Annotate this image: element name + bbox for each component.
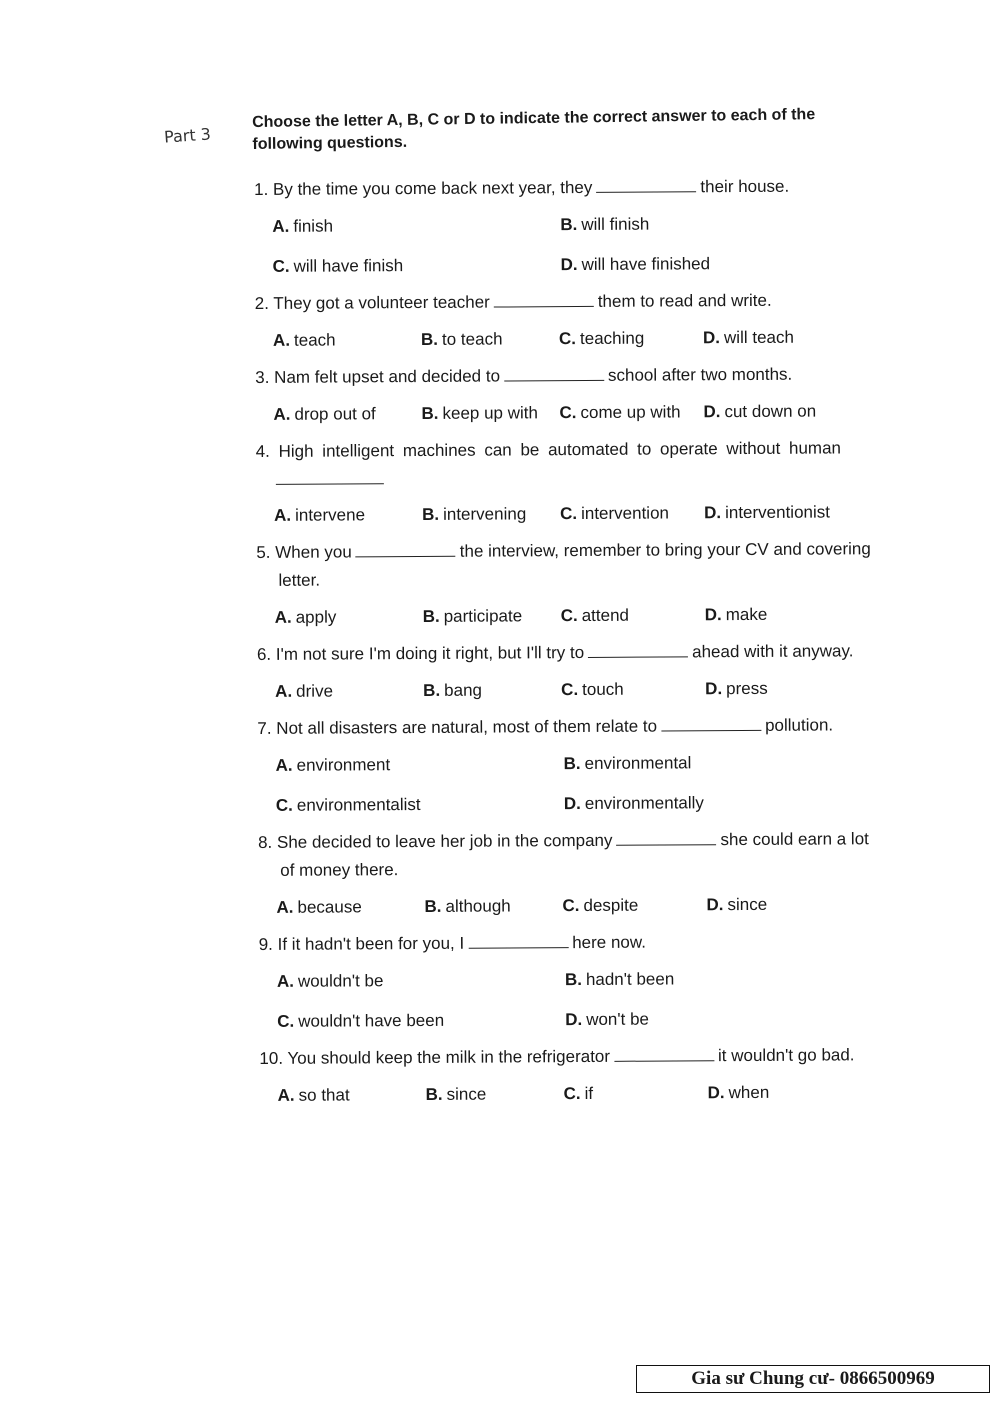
option-d: D. make (704, 604, 768, 625)
option-c: C. if (563, 1083, 594, 1104)
option-c: C. wouldn't have been (277, 1010, 445, 1031)
answer-blank (588, 638, 688, 658)
option-list (276, 749, 918, 819)
answer-blank (356, 538, 456, 558)
option-b: B. intervening (422, 504, 527, 524)
option-a: A. so that (277, 1085, 350, 1105)
question-text-after: them to read and write. (597, 290, 772, 311)
option-d: D. interventionist (704, 502, 831, 523)
question-text-after: the interview, remember to bring your CV and covering (459, 539, 871, 561)
question-1 (254, 172, 915, 280)
option-a: A. finish (272, 216, 334, 236)
option-d: D. will teach (702, 327, 794, 348)
answer-blank (504, 362, 604, 382)
question-text: 2. They got a volunteer teacher (254, 292, 490, 313)
option-a: A. wouldn't be (276, 971, 384, 991)
option-c: C. teaching (558, 328, 645, 349)
option-b: B. to teach (420, 329, 503, 349)
question-text: 3. Nam felt upset and decided to (255, 366, 501, 387)
option-a: A. teach (272, 330, 336, 350)
option-a: A. drive (275, 681, 334, 701)
question-continuation: of money there. (280, 860, 399, 880)
option-c: C. attend (560, 605, 630, 626)
question-text: 6. I'm not sure I'm doing it right, but I'll try to (256, 642, 585, 664)
question-7 (257, 711, 918, 819)
option-b: B. hadn't been (564, 969, 675, 990)
question-text: 4. High intelligent machines can be automated to operate without human (255, 438, 842, 461)
option-c: C. will have finish (272, 256, 404, 276)
question-text-after: she could earn a lot (720, 829, 869, 850)
question-text-after: pollution. (764, 715, 834, 735)
footer-watermark: Gia sư Chung cư- 0866500969 (636, 1365, 990, 1393)
option-d: D. will have finished (560, 254, 711, 275)
option-a: A. apply (274, 607, 337, 627)
option-b: B. although (424, 896, 511, 916)
question-continuation: letter. (278, 570, 321, 590)
question-text-after: it wouldn't go bad. (717, 1045, 855, 1066)
option-list (277, 965, 919, 1035)
option-c: C. despite (562, 895, 639, 916)
answer-blank (661, 712, 761, 732)
question-text-after: their house. (700, 176, 790, 197)
part-label: Part 3 (163, 124, 212, 147)
option-list (272, 210, 914, 280)
question-6 (257, 637, 917, 705)
option-c: C. touch (561, 679, 624, 700)
option-a: A. intervene (274, 505, 366, 525)
option-c: C. intervention (560, 503, 670, 524)
question-3 (255, 360, 915, 428)
instructions: Choose the letter A, B, C or D to indicate the correct answer to each of the following questions. (252, 106, 816, 153)
option-a: A. environment (275, 755, 391, 775)
option-d: D. environmentally (563, 793, 704, 814)
option-b: B. will finish (560, 214, 650, 235)
option-d: D. since (706, 894, 768, 915)
answer-blank (614, 1042, 714, 1062)
option-list (275, 675, 917, 705)
option-d: D. won't be (565, 1009, 650, 1030)
answer-blank (468, 929, 568, 949)
option-list (273, 398, 915, 428)
option-d: D. press (705, 678, 768, 699)
answer-blank (596, 173, 696, 193)
option-b: B. environmental (563, 753, 692, 774)
question-text: 10. You should keep the milk in the refrigerator (259, 1046, 611, 1068)
option-b: B. bang (423, 680, 483, 700)
option-b: B. participate (422, 606, 523, 626)
answer-blank (616, 826, 716, 846)
option-list (275, 601, 917, 631)
answer-blank (494, 288, 594, 308)
question-text-after: ahead with it anyway. (692, 641, 854, 662)
option-d: D. when (707, 1082, 770, 1103)
question-text: 1. By the time you come back next year, they (254, 177, 593, 199)
question-4 (256, 434, 917, 529)
question-list (254, 172, 920, 1119)
option-a: A. because (276, 897, 362, 917)
question-text: 5. When you (256, 542, 352, 562)
question-9 (259, 927, 920, 1035)
question-10 (259, 1041, 919, 1109)
question-text: 8. She decided to leave her job in the company (258, 830, 613, 852)
option-c: C. environmentalist (275, 794, 421, 815)
option-a: A. drop out of (273, 404, 376, 424)
option-c: C. come up with (559, 402, 681, 423)
question-text-after: school after two months. (607, 364, 793, 385)
question-5 (256, 535, 917, 631)
question-text-after: here now. (572, 932, 646, 953)
question-2 (255, 286, 915, 354)
option-d: D. cut down on (703, 401, 817, 422)
option-list (278, 1079, 920, 1109)
question-8 (258, 825, 919, 921)
answer-blank (276, 469, 384, 485)
question-text: 9. If it hadn't been for you, I (258, 933, 465, 954)
option-list (276, 891, 918, 921)
option-list (273, 324, 915, 354)
question-text: 7. Not all disasters are natural, most of them relate to (257, 716, 658, 738)
option-b: B. since (425, 1084, 487, 1104)
option-list (274, 499, 916, 529)
option-b: B. keep up with (421, 403, 538, 423)
